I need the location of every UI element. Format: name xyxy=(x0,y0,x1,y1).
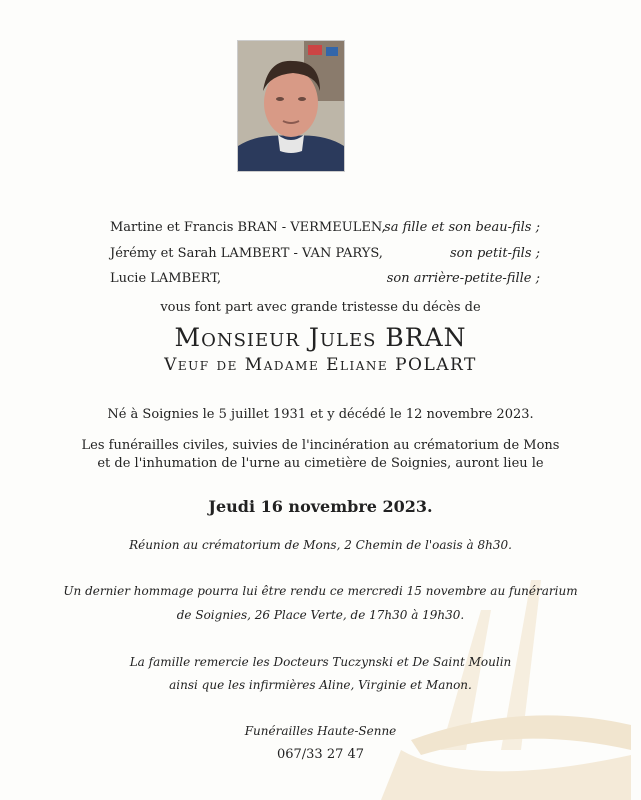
family-name: Lucie LAMBERT, xyxy=(110,271,222,286)
family-name: Martine et Francis BRAN - VERMEULEN, xyxy=(110,220,386,235)
deceased-name: Monsieur Jules BRAN xyxy=(174,323,467,352)
thanks-line-1: La famille remercie les Docteurs Tuczynski et De Saint Moulin xyxy=(129,655,512,669)
birth-death-line: Né à Soignies le 5 juillet 1931 et y décédé le 12 novembre 2023. xyxy=(107,407,534,422)
family-relation: son petit-fils ; xyxy=(449,246,540,261)
widow-line: Veuf de Madame Eliane POLART xyxy=(164,355,477,375)
family-row xyxy=(100,220,540,240)
funeral-home-phone: 067/33 27 47 xyxy=(276,747,365,762)
homage-line-2: de Soignies, 26 Place Verte, de 17h30 à 19h30. xyxy=(176,608,465,622)
homage-line-1: Un dernier hommage pourra lui être rendu ce mercredi 15 novembre au funérarium xyxy=(63,584,578,598)
family-row xyxy=(100,271,540,291)
funeral-line-2: et de l'inhumation de l'urne au cimetière de Soignies, auront lieu le xyxy=(97,456,544,471)
family-relation: sa fille et son beau-fils ; xyxy=(384,220,540,235)
funeral-home-name: Funérailles Haute-Senne xyxy=(244,724,397,738)
meeting-line: Réunion au crématorium de Mons, 2 Chemin de l'oasis à 8h30. xyxy=(129,538,512,552)
portrait-photo xyxy=(237,40,345,172)
family-relation: son arrière-petite-fille ; xyxy=(386,271,540,286)
funeral-date: Jeudi 16 novembre 2023. xyxy=(208,497,433,516)
thanks-line-2: ainsi que les infirmières Aline, Virginie et Manon. xyxy=(169,678,472,692)
funeral-line-1: Les funérailles civiles, suivies de l'incinération au crématorium de Mons xyxy=(81,438,560,453)
announcement-text: vous font part avec grande tristesse du décès de xyxy=(160,300,481,315)
family-row xyxy=(100,246,540,266)
family-name: Jérémy et Sarah LAMBERT - VAN PARYS, xyxy=(110,246,383,261)
